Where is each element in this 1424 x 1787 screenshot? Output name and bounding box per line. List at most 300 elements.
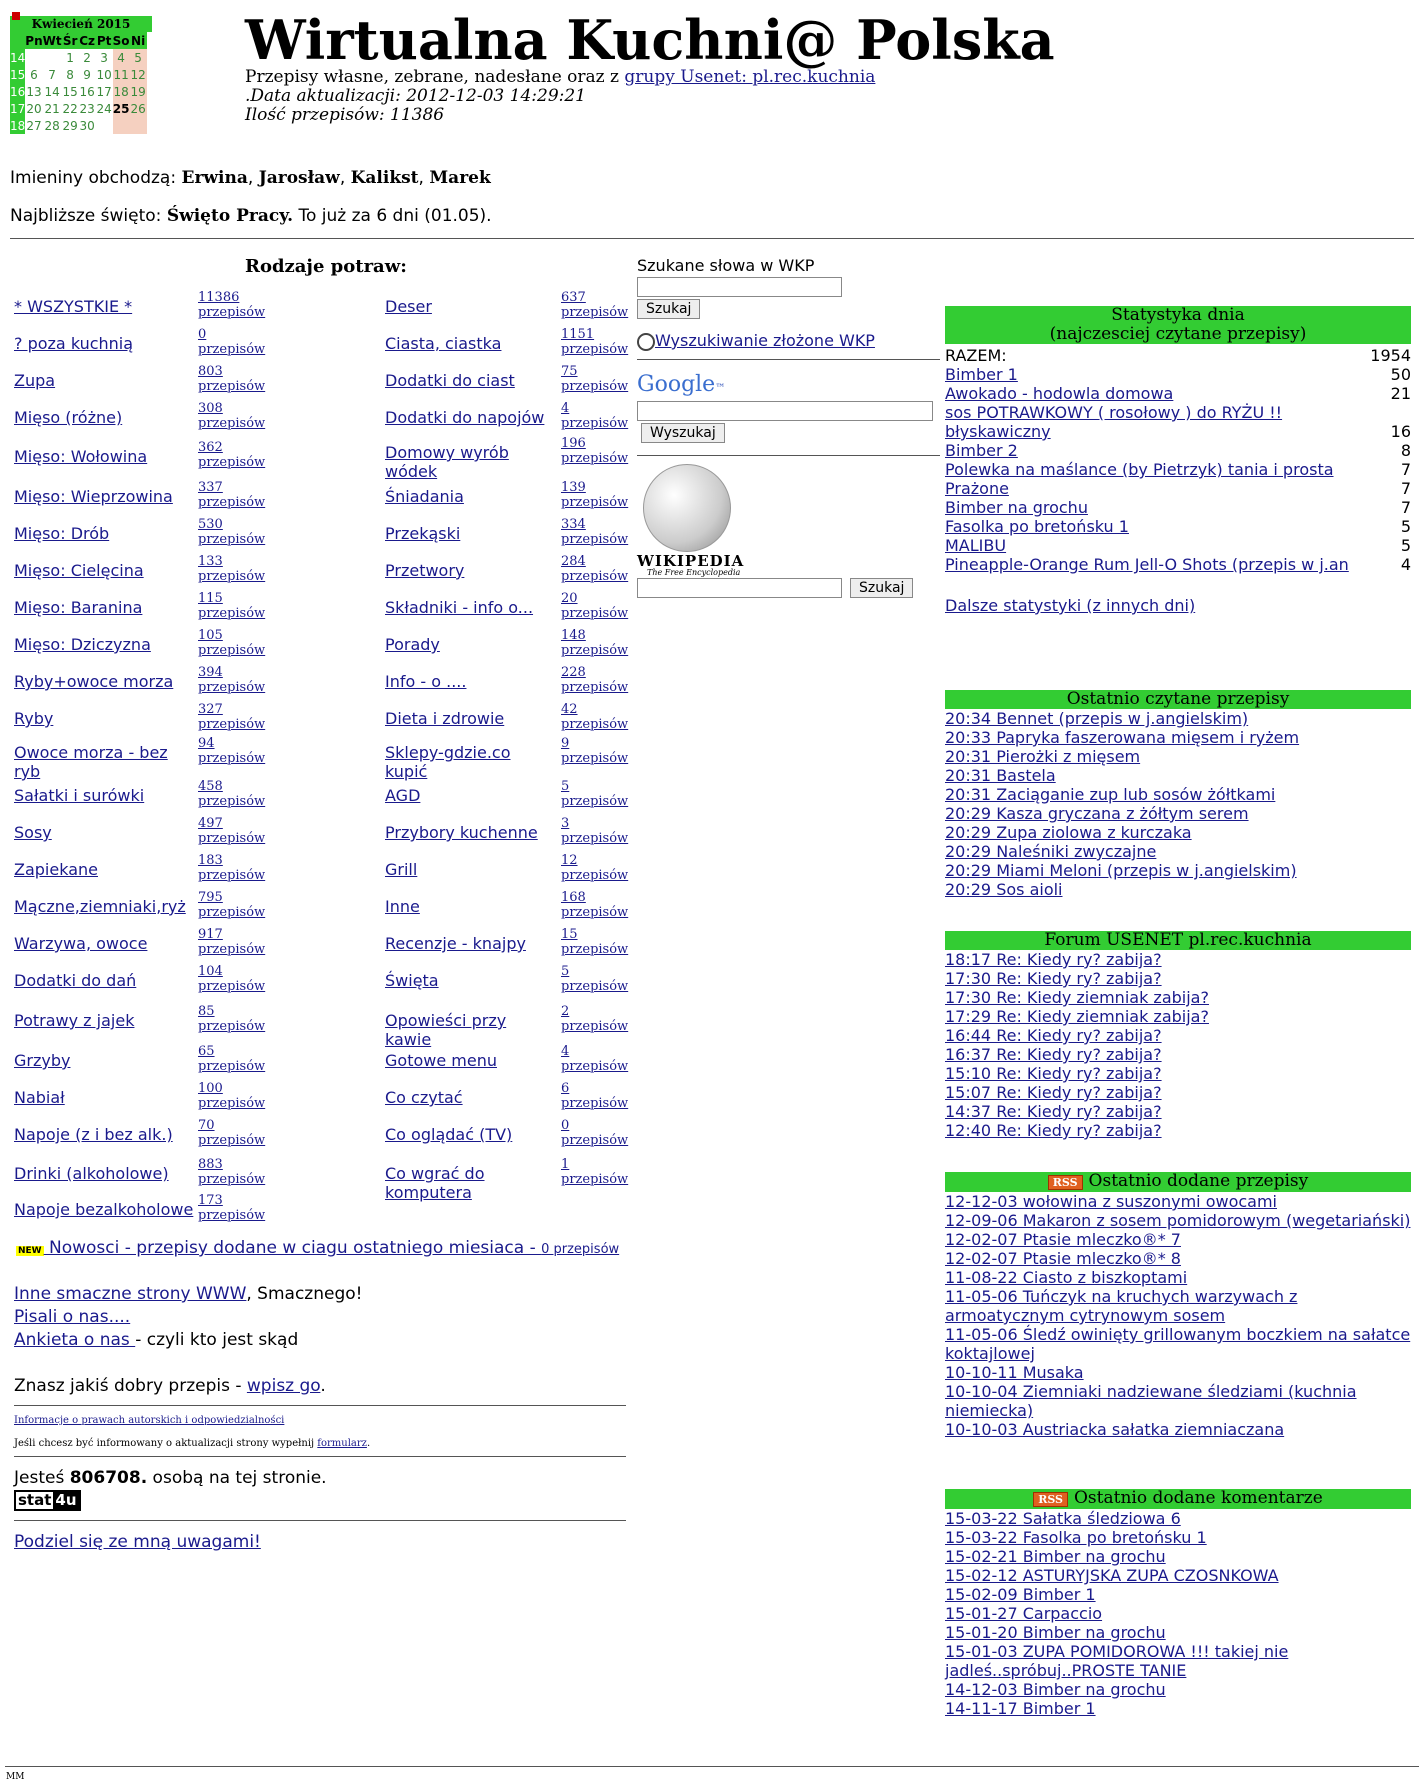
category-link[interactable]: Śniadania: [385, 487, 464, 506]
category-count-link[interactable]: [198, 702, 265, 732]
category-link[interactable]: Przekąski: [385, 524, 461, 543]
calendar-day[interactable]: 16: [79, 84, 95, 99]
submit-recipe-suffix: .: [320, 1376, 326, 1396]
category-count-unit: przepisów: [198, 569, 266, 584]
forum-header: Forum USENET pl.rec.kuchnia: [945, 931, 1411, 950]
category-link[interactable]: Mięso (różne): [14, 408, 123, 427]
category-link[interactable]: Składniki - info o...: [385, 598, 534, 617]
calendar-day[interactable]: 21: [44, 101, 60, 116]
category-link[interactable]: Zupa: [14, 371, 56, 390]
new-badge-icon: NEW: [18, 1246, 42, 1256]
forum-post-link[interactable]: 15:07 Re: Kiedy ry? zabija?: [945, 1083, 1162, 1102]
recent-comments-header: [945, 1489, 1411, 1509]
category-count-unit: przepisów: [561, 942, 629, 957]
calendar-day[interactable]: 5: [130, 49, 147, 66]
recently-added-link[interactable]: 12-09-06 Makaron z sosem pomidorowym (wegetariański): [945, 1211, 1411, 1230]
holiday-label: Najbliższe święto:: [10, 206, 167, 226]
holiday-name: Święto Pracy.: [166, 206, 294, 226]
recent-comment-link[interactable]: 15-02-12 ASTURYJSKA ZUPA CZOSNKOWA: [945, 1566, 1279, 1585]
visitor-suffix: osobą na tej stronie.: [147, 1468, 327, 1488]
category-count-link[interactable]: [198, 628, 265, 658]
category-count-link[interactable]: [561, 853, 628, 883]
recently-added-link[interactable]: 11-08-22 Ciasto z biszkoptami: [945, 1268, 1188, 1287]
category-link[interactable]: Przybory kuchenne: [385, 823, 538, 842]
recently-read-link[interactable]: 20:29 Naleśniki zwyczajne: [945, 842, 1157, 861]
nameday-name: Erwina: [181, 168, 248, 188]
category-count-link[interactable]: [198, 816, 265, 846]
recent-comment-link[interactable]: 15-01-03 ZUPA POMIDOROWA !!! takiej nie jadleś..spróbuj..PROSTE TANIE: [945, 1642, 1289, 1680]
holiday-countdown: To już za 6 dni (01.05).: [293, 206, 492, 226]
category-count-link[interactable]: [561, 290, 628, 320]
category-link[interactable]: Napoje bezalkoholowe: [14, 1200, 194, 1219]
calendar-month-title: Kwiecień 2015: [10, 16, 152, 32]
category-count-link[interactable]: [561, 401, 628, 431]
google-search-button[interactable]: Wyszukaj: [641, 423, 725, 443]
category-count: 362: [198, 440, 223, 455]
calendar-day: [96, 117, 113, 134]
category-count-link[interactable]: [561, 702, 628, 732]
recent-comment-link[interactable]: 14-12-03 Bimber na grochu: [945, 1680, 1166, 1699]
category-count-link[interactable]: [561, 816, 628, 846]
category-count: 94: [198, 736, 215, 751]
calendar-day[interactable]: 29: [62, 118, 78, 133]
category-count-link[interactable]: [561, 890, 628, 920]
category-count-unit: przepisów: [561, 1172, 629, 1187]
forum-post-link[interactable]: 14:37 Re: Kiedy ry? zabija?: [945, 1102, 1162, 1121]
calendar-day[interactable]: 3: [100, 50, 108, 65]
stats-read-count: 5: [1400, 517, 1411, 536]
recently-added-link[interactable]: 10-10-04 Ziemniaki nadziewane śledziami (kuchnia niemiecka): [945, 1382, 1357, 1420]
category-link[interactable]: AGD: [385, 786, 421, 805]
calendar-day[interactable]: 10: [96, 67, 112, 82]
stats-read-count: 7: [1400, 498, 1411, 517]
category-count: 12: [561, 853, 578, 868]
category-link[interactable]: Sklepy-gdzie.co kupić: [385, 743, 511, 781]
recently-added-link[interactable]: 11-05-06 Śledź owinięty grillowanym boczkiem na sałatce koktajlowej: [945, 1325, 1411, 1363]
recently-added-link[interactable]: 12-02-07 Ptasie mleczko®* 8: [945, 1249, 1181, 1268]
recently-read-link[interactable]: 20:31 Zaciąganie zup lub sosów żółtkami: [945, 785, 1276, 804]
calendar-day[interactable]: 20: [26, 101, 42, 116]
stats-recipe-link[interactable]: Awokado - hodowla domowa: [945, 384, 1174, 403]
calendar-day[interactable]: 25: [112, 101, 130, 116]
recent-comment-link[interactable]: 15-01-20 Bimber na grochu: [945, 1623, 1166, 1642]
calendar-day[interactable]: 27: [26, 118, 42, 133]
stats-read-count: 7: [1400, 479, 1411, 498]
stats-recipe-link[interactable]: Prażone: [945, 479, 1009, 498]
calendar-day[interactable]: 13: [26, 84, 42, 99]
recently-added-panel: [945, 1172, 1411, 1439]
category-link[interactable]: Sałatki i surówki: [14, 786, 145, 805]
calendar-day: [43, 49, 62, 66]
calendar-day[interactable]: 30: [79, 118, 95, 133]
stat4u-badge[interactable]: [14, 1490, 81, 1511]
category-count: 637: [561, 290, 586, 305]
category-link[interactable]: Grzyby: [14, 1051, 71, 1070]
category-count-link[interactable]: [198, 290, 265, 320]
recent-comments-panel: [945, 1489, 1411, 1718]
category-link[interactable]: * WSZYSTKIE *: [14, 297, 133, 316]
calendar-day[interactable]: 6: [30, 67, 38, 82]
category-count-link[interactable]: [561, 554, 628, 584]
category-link[interactable]: Mięso: Dziczyzna: [14, 635, 151, 654]
category-count-unit: przepisów: [561, 643, 629, 658]
category-count-link[interactable]: [198, 1157, 265, 1187]
wikipedia-tagline: The Free Encyclopedia: [647, 567, 741, 577]
advanced-search-link[interactable]: Wyszukiwanie złożone WKP: [655, 331, 875, 350]
category-count-link[interactable]: [561, 1081, 628, 1111]
recent-comment-link[interactable]: 15-03-22 Sałatka śledziowa 6: [945, 1509, 1181, 1528]
stats-row: [945, 403, 1411, 441]
week-number: 16: [10, 84, 26, 99]
calendar-day[interactable]: 26: [130, 101, 146, 116]
category-link[interactable]: Gotowe menu: [385, 1051, 497, 1070]
category-count-unit: przepisów: [198, 1059, 266, 1074]
nameday-name: Jarosław: [258, 168, 340, 188]
category-count: 284: [561, 554, 586, 569]
category-link[interactable]: Mięso: Baranina: [14, 598, 143, 617]
google-logo: [637, 372, 940, 397]
subtitle-text: Przepisy własne, zebrane, nadesłane oraz z: [245, 67, 625, 87]
stats-recipe-link[interactable]: Bimber 2: [945, 441, 1018, 460]
category-link[interactable]: Dieta i zdrowie: [385, 709, 505, 728]
press-link[interactable]: Pisali o nas....: [14, 1307, 131, 1327]
recently-read-link[interactable]: 20:29 Sos aioli: [945, 880, 1063, 899]
forum-post-link[interactable]: 16:44 Re: Kiedy ry? zabija?: [945, 1026, 1162, 1045]
calendar: [10, 12, 152, 134]
category-link[interactable]: Owoce morza - bez ryb: [14, 743, 168, 781]
other-sites-link[interactable]: Inne smaczne strony WWW: [14, 1284, 247, 1304]
category-link[interactable]: Info - o ....: [385, 672, 467, 691]
category-count-link[interactable]: [198, 401, 265, 431]
stats-row: [945, 555, 1411, 574]
category-link[interactable]: Przetwory: [385, 561, 465, 580]
category-count-unit: przepisów: [198, 905, 266, 920]
news-link[interactable]: Nowosci - przepisy dodane w ciagu ostatniego miesiaca -: [43, 1238, 542, 1258]
category-count-unit: przepisów: [561, 1059, 629, 1074]
category-count: 1151: [561, 327, 595, 342]
category-count-link[interactable]: [198, 779, 265, 809]
calendar-day[interactable]: 28: [44, 118, 60, 133]
forum-post-link[interactable]: 16:37 Re: Kiedy ry? zabija?: [945, 1045, 1162, 1064]
category-count-link[interactable]: [561, 927, 628, 957]
calendar-marker: [12, 12, 20, 20]
category-link[interactable]: Święta: [385, 971, 439, 990]
calendar-day[interactable]: 11: [113, 67, 129, 82]
stats-row: [945, 384, 1411, 403]
category-count: 337: [198, 480, 223, 495]
category-count-unit: przepisów: [198, 794, 266, 809]
day-name: Śr: [62, 33, 78, 48]
recently-added-link[interactable]: 12-02-07 Ptasie mleczko®* 7: [945, 1230, 1181, 1249]
category-count-link[interactable]: [561, 964, 628, 994]
category-link[interactable]: Deser: [385, 297, 432, 316]
recently-added-link[interactable]: 10-10-11 Musaka: [945, 1363, 1084, 1382]
category-count-link[interactable]: [198, 364, 265, 394]
category-count-link[interactable]: [198, 327, 265, 357]
forum-post-link[interactable]: 18:17 Re: Kiedy ry? zabija?: [945, 950, 1162, 969]
category-count-link[interactable]: [198, 927, 265, 957]
category-link[interactable]: Warzywa, owoce: [14, 934, 148, 953]
category-count-unit: przepisów: [561, 831, 629, 846]
recent-comment-link[interactable]: 15-02-21 Bimber na grochu: [945, 1547, 1166, 1566]
copyright-link[interactable]: Informacje o prawach autorskich i odpowiedzialności: [14, 1415, 285, 1426]
calendar-day[interactable]: 1: [66, 50, 74, 65]
category-count-link[interactable]: [198, 964, 265, 994]
category-link[interactable]: Co wgrać do komputera: [385, 1164, 485, 1202]
category-count-link[interactable]: [198, 853, 265, 883]
stats-recipe-link[interactable]: sos POTRAWKOWY ( rosołowy ) do RYŻU !! błyskawiczny: [945, 403, 1283, 441]
nameday-label: Imieniny obchodzą:: [10, 168, 182, 188]
category-count-link[interactable]: [561, 736, 628, 766]
search-input[interactable]: [637, 277, 842, 297]
recent-comment-link[interactable]: 14-11-17 Bimber 1: [945, 1699, 1096, 1718]
category-count-link[interactable]: [198, 554, 265, 584]
recent-comment-link[interactable]: 15-03-22 Fasolka po bretońsku 1: [945, 1528, 1207, 1547]
forum-post-link[interactable]: 12:40 Re: Kiedy ry? zabija?: [945, 1121, 1162, 1140]
category-count-link[interactable]: [198, 890, 265, 920]
forum-post-link[interactable]: 17:30 Re: Kiedy ry? zabija?: [945, 969, 1162, 988]
category-count: 100: [198, 1081, 223, 1096]
divider: [14, 1405, 626, 1406]
category-link[interactable]: Inne: [385, 897, 420, 916]
stats-recipe-link[interactable]: Fasolka po bretońsku 1: [945, 517, 1129, 536]
category-count: 458: [198, 779, 223, 794]
category-link[interactable]: Recenzje - knajpy: [385, 934, 526, 953]
category-count-link[interactable]: [561, 628, 628, 658]
recently-added-header: [945, 1172, 1411, 1192]
category-count-unit: przepisów: [561, 606, 629, 621]
category-count-link[interactable]: [198, 1004, 265, 1034]
category-count: 795: [198, 890, 223, 905]
google-logo-text: Google: [637, 371, 716, 397]
calendar-day[interactable]: 12: [130, 67, 146, 82]
category-link[interactable]: Drinki (alkoholowe): [14, 1164, 169, 1183]
stats-recipe-link[interactable]: Bimber na grochu: [945, 498, 1088, 517]
category-link[interactable]: Napoje (z i bez alk.): [14, 1125, 173, 1144]
category-count-unit: przepisów: [198, 495, 266, 510]
rss-icon[interactable]: RSS: [1033, 1492, 1068, 1507]
category-count: 65: [198, 1044, 215, 1059]
calendar-day[interactable]: 19: [130, 84, 146, 99]
calendar-day[interactable]: 22: [62, 101, 78, 116]
category-link[interactable]: Ryby+owoce morza: [14, 672, 174, 691]
recently-read-header: Ostatnio czytane przepisy: [945, 690, 1411, 709]
nameday-line: Imieniny obchodzą: Erwina, Jarosław, Kalikst, Marek: [10, 168, 491, 188]
calendar-day[interactable]: 8: [66, 67, 74, 82]
stats-recipe-link[interactable]: Pineapple-Orange Rum Jell-O Shots (przepis w j.an: [945, 555, 1349, 574]
category-count-link[interactable]: [561, 779, 628, 809]
divider: [10, 238, 1414, 239]
recently-read-link[interactable]: 20:29 Zupa ziolowa z kurczaka: [945, 823, 1192, 842]
category-count: 3: [561, 816, 570, 831]
more-stats-link[interactable]: Dalsze statystyki (z innych dni): [945, 596, 1196, 615]
category-link[interactable]: Porady: [385, 635, 440, 654]
category-link[interactable]: Sosy: [14, 823, 52, 842]
rss-icon[interactable]: RSS: [1048, 1175, 1083, 1190]
recently-read-link[interactable]: 20:31 Bastela: [945, 766, 1056, 785]
category-count: 5: [561, 964, 570, 979]
category-link[interactable]: Opowieści przy kawie: [385, 1011, 507, 1049]
stats-read-count: 21: [1390, 384, 1411, 403]
category-count: 0: [561, 1118, 570, 1133]
stats-recipe-link[interactable]: Bimber 1: [945, 365, 1018, 384]
category-count-link[interactable]: [198, 665, 265, 695]
category-count-link[interactable]: [198, 1118, 265, 1148]
calendar-day[interactable]: 9: [83, 67, 91, 82]
category-count-link[interactable]: [561, 591, 628, 621]
stats-read-count: 7: [1400, 460, 1411, 479]
category-count-unit: przepisów: [198, 606, 266, 621]
category-count-unit: przepisów: [198, 831, 266, 846]
calendar-day[interactable]: 24: [96, 101, 112, 116]
recently-read-link[interactable]: 20:29 Miami Meloni (przepis w j.angielskim): [945, 861, 1297, 880]
category-link[interactable]: Dodatki do dań: [14, 971, 137, 990]
category-link[interactable]: Mięso: Drób: [14, 524, 110, 543]
feedback-link[interactable]: Podziel się ze mną uwagami!: [14, 1532, 261, 1552]
recent-comment-link[interactable]: 15-01-27 Carpaccio: [945, 1604, 1103, 1623]
category-link[interactable]: Ciasta, ciastka: [385, 334, 502, 353]
recently-added-link[interactable]: 11-05-06 Tuńczyk na kruchych warzywach z armoatycznym cytrynowym sosem: [945, 1287, 1298, 1325]
category-link[interactable]: Dodatki do ciast: [385, 371, 515, 390]
submit-recipe-text: Znasz jakiś dobry przepis -: [14, 1376, 247, 1396]
category-count-link[interactable]: [561, 364, 628, 394]
category-count-link[interactable]: [561, 1044, 628, 1074]
category-link[interactable]: Mięso: Wieprzowina: [14, 487, 173, 506]
category-count-link[interactable]: [561, 1118, 628, 1148]
category-link[interactable]: Potrawy z jajek: [14, 1011, 135, 1030]
calendar-day[interactable]: 17: [96, 84, 112, 99]
category-link[interactable]: Mięso: Cielęcina: [14, 561, 144, 580]
category-count-link[interactable]: [561, 1157, 628, 1187]
stats-row: [945, 460, 1411, 479]
stats-recipe-link[interactable]: Polewka na maślance (by Pietrzyk) tania i prosta: [945, 460, 1334, 479]
category-count-unit: przepisów: [561, 1096, 629, 1111]
category-count: 20: [561, 591, 578, 606]
category-link[interactable]: Co oglądać (TV): [385, 1125, 513, 1144]
recent-comment-link[interactable]: 15-02-09 Bimber 1: [945, 1585, 1096, 1604]
submit-recipe-link[interactable]: wpisz go: [246, 1376, 321, 1396]
category-count-unit: przepisów: [198, 532, 266, 547]
category-count-unit: przepisów: [198, 643, 266, 658]
calendar-day[interactable]: 7: [48, 67, 56, 82]
category-count-unit: przepisów: [561, 532, 629, 547]
category-count: 883: [198, 1157, 223, 1172]
category-count-link[interactable]: [561, 665, 628, 695]
category-link[interactable]: ? poza kuchnią: [14, 334, 134, 353]
recently-read-link[interactable]: 20:33 Papryka faszerowana mięsem i ryżem: [945, 728, 1300, 747]
nameday-name: Marek: [429, 168, 491, 188]
category-count: 334: [561, 517, 586, 532]
category-count-unit: przepisów: [198, 717, 266, 732]
daily-stats-panel: [945, 306, 1411, 615]
survey-link[interactable]: Ankieta o nas: [14, 1330, 136, 1350]
recently-added-link[interactable]: 12-12-03 wołowina z suszonymi owocami: [945, 1192, 1277, 1211]
calendar-day[interactable]: 23: [79, 101, 95, 116]
category-count-link[interactable]: [561, 480, 628, 510]
category-link[interactable]: Co czytać: [385, 1088, 463, 1107]
stats-row: [945, 517, 1411, 536]
calendar-day[interactable]: 18: [113, 84, 129, 99]
calendar-day[interactable]: 2: [83, 50, 91, 65]
calendar-day[interactable]: 4: [113, 49, 130, 66]
recently-read-link[interactable]: 20:29 Kasza gryczana z żółtym serem: [945, 804, 1249, 823]
category-link[interactable]: Mięso: Wołowina: [14, 447, 148, 466]
category-count-link[interactable]: [198, 517, 265, 547]
category-count-link[interactable]: [561, 436, 628, 466]
search-button[interactable]: Szukaj: [637, 299, 700, 319]
category-link[interactable]: Mączne,ziemniaki,ryż: [14, 897, 186, 916]
stats-row: [945, 441, 1411, 460]
category-count: 104: [198, 964, 223, 979]
category-count-link[interactable]: [561, 1004, 628, 1034]
category-count-unit: przepisów: [561, 1133, 629, 1148]
category-link[interactable]: Domowy wyrób wódek: [385, 443, 509, 481]
category-link[interactable]: Ryby: [14, 709, 54, 728]
stats-recipe-link[interactable]: MALIBU: [945, 536, 1007, 555]
wikipedia-logo: [637, 464, 940, 577]
notify-form-link[interactable]: formularz: [317, 1438, 367, 1449]
category-count-link[interactable]: [198, 736, 265, 766]
category-link[interactable]: Zapiekane: [14, 860, 98, 879]
forum-post-link[interactable]: 17:30 Re: Kiedy ziemniak zabija?: [945, 988, 1209, 1007]
category-count-link[interactable]: [561, 327, 628, 357]
category-count-unit: przepisów: [561, 416, 629, 431]
category-count-link[interactable]: [198, 440, 265, 470]
category-count: 115: [198, 591, 223, 606]
calendar-day[interactable]: 14: [44, 84, 60, 99]
category-link[interactable]: Grill: [385, 860, 418, 879]
day-name: Ni: [131, 33, 146, 48]
forum-post-link[interactable]: 17:29 Re: Kiedy ziemniak zabija?: [945, 1007, 1209, 1026]
category-link[interactable]: Dodatki do napojów: [385, 408, 545, 427]
holiday-line: [10, 206, 492, 226]
forum-post-link[interactable]: 15:10 Re: Kiedy ry? zabija?: [945, 1064, 1162, 1083]
calendar-day: [130, 117, 147, 134]
category-count-link[interactable]: [198, 591, 265, 621]
google-search-input[interactable]: [637, 401, 933, 421]
category-count: 327: [198, 702, 223, 717]
category-count-link[interactable]: [198, 1081, 265, 1111]
category-count-link[interactable]: [198, 1044, 265, 1074]
wikipedia-search-input[interactable]: [637, 578, 842, 598]
usenet-group-link[interactable]: grupy Usenet: pl.rec.kuchnia: [624, 67, 876, 87]
day-name: Wt: [42, 33, 62, 48]
week-number: 14: [10, 50, 26, 65]
recently-added-link[interactable]: 10-10-03 Austriacka sałatka ziemniaczana: [945, 1420, 1285, 1439]
category-count-unit: przepisów: [561, 794, 629, 809]
divider: [14, 1456, 626, 1457]
category-count-link[interactable]: [198, 1193, 265, 1223]
news-count-link[interactable]: 0 przepisów: [541, 1242, 620, 1257]
category-link[interactable]: Nabiał: [14, 1088, 65, 1107]
recently-read-link[interactable]: 20:31 Pierożki z mięsem: [945, 747, 1141, 766]
recent-comments-title: Ostatnio dodane komentarze: [1073, 1488, 1323, 1508]
category-count: 228: [561, 665, 586, 680]
wikipedia-search-button[interactable]: Szukaj: [850, 578, 913, 598]
recently-read-link[interactable]: 20:34 Bennet (przepis w j.angielskim): [945, 709, 1249, 728]
category-count-link[interactable]: [561, 517, 628, 547]
week-number: 18: [10, 118, 26, 133]
calendar-day[interactable]: 15: [62, 84, 78, 99]
category-count-unit: przepisów: [198, 1019, 266, 1034]
category-count: 308: [198, 401, 223, 416]
category-count-link[interactable]: [198, 480, 265, 510]
category-count: 530: [198, 517, 223, 532]
category-count-unit: przepisów: [561, 905, 629, 920]
category-count: 0: [198, 327, 207, 342]
category-count: 85: [198, 1004, 215, 1019]
category-count-unit: przepisów: [561, 1019, 629, 1034]
